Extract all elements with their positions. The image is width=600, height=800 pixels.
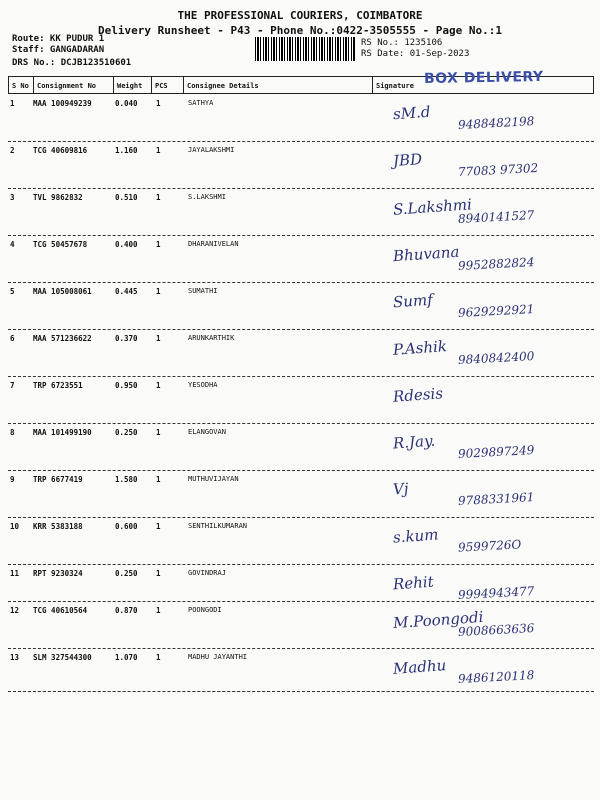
cell-consignment-no: MAA 100949239 [33,99,92,108]
cell-consignee-name: MUTHUVIJAYAN [188,475,239,483]
cell-consignment-no: TCG 40609816 [33,146,88,155]
signature-handwriting: Vj [392,479,410,499]
signature-phone-number: 9788331961 [457,490,535,508]
cell-weight: 0.445 [115,287,138,296]
cell-consignment-no: KRR 5383188 [33,522,83,531]
cell-sno: 4 [10,240,15,249]
cell-pcs: 1 [156,381,161,390]
cell-sno: 6 [10,334,15,343]
table-row [8,188,594,236]
signature-handwriting: s.kum [392,525,440,547]
col-header-signature: Signature [372,76,594,94]
signature-handwriting: Rehit [392,572,435,594]
cell-pcs: 1 [156,569,161,578]
table-row [8,601,594,649]
table-row [8,648,594,692]
table-row [8,470,594,518]
signature-handwriting: JBD [392,150,423,170]
cell-sno: 3 [10,193,15,202]
signature-phone-number: 9029897249 [457,443,535,461]
cell-weight: 1.580 [115,475,138,484]
cell-pcs: 1 [156,522,161,531]
cell-pcs: 1 [156,193,161,202]
signature-phone-number: 77083 97302 [457,160,539,180]
cell-weight: 0.250 [115,428,138,437]
signature-phone-number: 9008663636 [457,621,535,639]
signature-phone-number: 9488482198 [457,114,535,132]
cell-consignee-name: ARUNKARTHIK [188,334,235,342]
signature-handwriting: S.Lakshmi [392,195,473,219]
cell-pcs: 1 [156,606,161,615]
signature-phone-number: 9629292921 [457,302,535,320]
table-row [8,235,594,283]
cell-pcs: 1 [156,475,161,484]
route-label: Route: KK PUDUR 1 [12,34,105,44]
cell-weight: 0.400 [115,240,138,249]
signature-handwriting: sM.d [392,102,432,124]
cell-sno: 10 [10,522,20,531]
signature-handwriting: Bhuvana [392,242,460,266]
cell-sno: 9 [10,475,15,484]
cell-sno: 5 [10,287,15,296]
cell-sno: 8 [10,428,15,437]
cell-pcs: 1 [156,428,161,437]
cell-sno: 12 [10,606,20,615]
signature-handwriting: R.Jay. [392,431,436,453]
cell-consignee-name: ELANGOVAN [188,428,226,436]
cell-weight: 0.250 [115,569,138,578]
table-row [8,329,594,377]
cell-consignee-name: GOVINDRAJ [188,569,226,577]
cell-consignee-name: S.LAKSHMI [188,193,226,201]
col-header-weight: Weight [113,76,151,94]
drs-number: DRS No.: DCJB123510601 [12,58,132,68]
signature-handwriting: M.Poongodi [392,607,484,633]
cell-pcs: 1 [156,287,161,296]
table-row [8,376,594,424]
table-row [8,564,594,602]
table-row [8,141,594,189]
box-delivery-stamp: BOX DELIVERY [423,68,544,88]
table-row [8,94,594,142]
barcode [255,37,355,61]
cell-weight: 0.870 [115,606,138,615]
runsheet-subtitle: Delivery Runsheet - P43 - Phone No.:0422-3505555 - Page No.:1 [98,24,502,37]
cell-sno: 1 [10,99,15,108]
rs-date: RS Date: 01-Sep-2023 [361,49,470,59]
cell-pcs: 1 [156,653,161,662]
col-header-pcs: PCS [151,76,183,94]
cell-consignment-no: TVL 9862832 [33,193,83,202]
signature-phone-number: 9840842400 [457,349,535,367]
rs-number: RS No.: 1235106 [361,38,443,48]
signature-handwriting: Rdesis [392,384,444,406]
cell-weight: 0.370 [115,334,138,343]
cell-consignment-no: SLM 327544300 [33,653,92,662]
cell-consignee-name: YESODHA [188,381,218,389]
cell-pcs: 1 [156,99,161,108]
signature-phone-number: 9486120118 [457,668,535,686]
cell-consignee-name: POONGODI [188,606,222,614]
col-header-consignee: Consignee Details [183,76,372,94]
cell-weight: 1.160 [115,146,138,155]
cell-pcs: 1 [156,146,161,155]
signature-handwriting: Sumf [392,290,434,312]
cell-consignee-name: SATHYA [188,99,214,107]
cell-consignment-no: MAA 105008061 [33,287,92,296]
cell-sno: 11 [10,569,20,578]
signature-phone-number: 9599726O [457,537,522,555]
cell-consignment-no: RPT 9230324 [33,569,83,578]
cell-sno: 13 [10,653,20,662]
cell-consignee-name: SUMATHI [188,287,218,295]
cell-consignment-no: TRP 6723551 [33,381,83,390]
table-bottom-rule [8,691,594,692]
signature-handwriting: P.Ashik [392,337,448,359]
signature-phone-number: 8940141527 [457,208,535,226]
cell-weight: 0.600 [115,522,138,531]
signature-phone-number: 9994943477 [457,584,535,602]
table-row [8,423,594,471]
cell-consignment-no: TCG 50457678 [33,240,88,249]
signature-handwriting: Madhu [392,656,447,678]
cell-sno: 2 [10,146,15,155]
cell-weight: 0.950 [115,381,138,390]
cell-pcs: 1 [156,334,161,343]
table-row [8,517,594,565]
cell-consignee-name: MADHU JAYANTHI [188,653,248,661]
cell-consignee-name: JAYALAKSHMI [188,146,235,154]
cell-sno: 7 [10,381,15,390]
table-row [8,282,594,330]
company-title: THE PROFESSIONAL COURIERS, COIMBATORE [177,9,423,22]
col-header-consignment: Consignment No [33,76,113,94]
cell-consignment-no: MAA 571236622 [33,334,92,343]
cell-pcs: 1 [156,240,161,249]
cell-consignment-no: MAA 101499190 [33,428,92,437]
cell-weight: 1.070 [115,653,138,662]
cell-consignee-name: DHARANIVELAN [188,240,239,248]
col-header-sno: S No [8,76,33,94]
staff-label: Staff: GANGADARAN [12,45,105,55]
cell-weight: 0.040 [115,99,138,108]
cell-weight: 0.510 [115,193,138,202]
cell-consignment-no: TCG 40610564 [33,606,88,615]
cell-consignee-name: SENTHILKUMARAN [188,522,248,530]
cell-consignment-no: TRP 6677419 [33,475,83,484]
signature-phone-number: 9952882824 [457,255,535,273]
